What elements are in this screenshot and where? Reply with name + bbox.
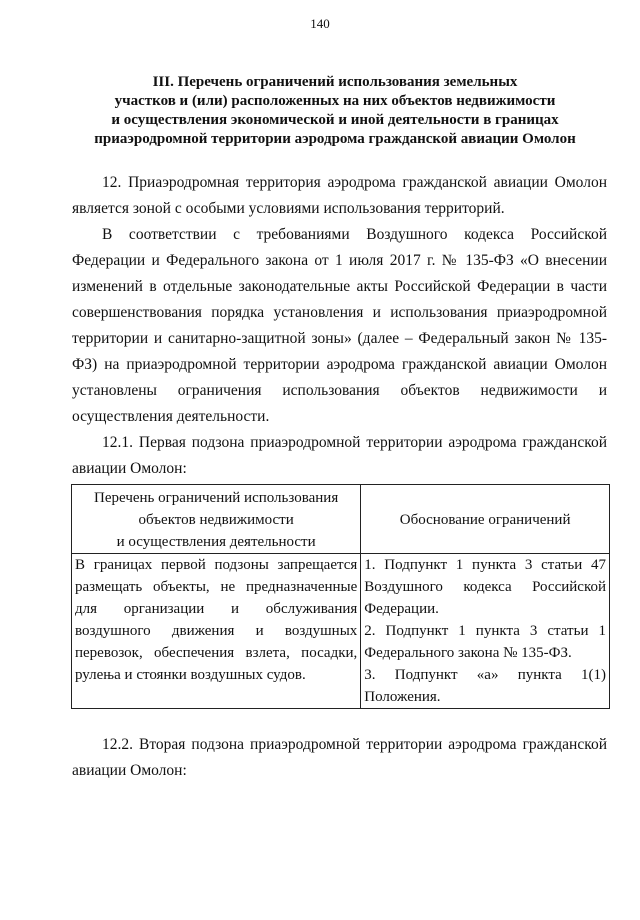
heading-line: и осуществления экономической и иной деятельности в границах	[111, 112, 559, 128]
restrictions-table	[71, 484, 610, 709]
header-restrictions	[72, 485, 361, 554]
header-justification: Обоснование ограничений	[361, 485, 610, 554]
header-line: объектов недвижимости	[138, 512, 294, 528]
paragraph-legal-basis: В соответствии с требованиями Воздушного кодекса Российской Федерации и Федерального закона от 1 июля 2017 г. № 135-ФЗ «О внесении изменений в отдельные законодательные акты Российской Федерации в части совершенствования порядка установления и использования приаэродромной территории и санитарно-защитной зоны» (далее – Федеральный закон № 135-ФЗ) на приаэродромной территории аэродрома гражданской авиации Омолон установлены ограничения использования объектов недвижимости и осуществления деятельности.	[72, 226, 607, 425]
page-number: 140	[310, 16, 330, 31]
justification-item: 3. Подпункт «а» пункта 1(1) Положения.	[364, 667, 606, 705]
restriction-cell: В границах первой подзоны запрещается размещать объекты, не предназначенные для организации и обслуживания воздушного движения и воздушных перевозок, обеспечения взлета, посадки, рулења и стоянки воздушных судов.	[72, 554, 361, 709]
header-line: Перечень ограничений использования	[94, 490, 339, 506]
heading-line: участков и (или) расположенных на них объектов недвижимости	[114, 93, 556, 109]
paragraph-12: 12. Приаэродромная территория аэродрома гражданской авиации Омолон является зоной с особыми условиями использования территорий.	[72, 174, 607, 217]
table-row	[72, 554, 610, 709]
table-header-row	[72, 485, 610, 554]
justification-item: 2. Подпункт 1 пункта 3 статьи 1 Федерального закона № 135-ФЗ.	[364, 623, 606, 661]
section-heading	[40, 73, 630, 149]
heading-line: III. Перечень ограничений использования земельных	[152, 74, 518, 90]
paragraph-12-2: 12.2. Вторая подзона приаэродромной территории аэродрома гражданской авиации Омолон:	[72, 736, 607, 779]
paragraph-12-1: 12.1. Первая подзона приаэродромной территории аэродрома гражданской авиации Омолон:	[72, 434, 607, 477]
justification-item: 1. Подпункт 1 пункта 3 статьи 47 Воздушного кодекса Российской Федерации.	[364, 557, 606, 617]
header-line: и осуществления деятельности	[116, 534, 316, 550]
justification-cell	[361, 554, 610, 709]
heading-line: приаэродромной территории аэродрома гражданской авиации Омолон	[94, 131, 576, 147]
